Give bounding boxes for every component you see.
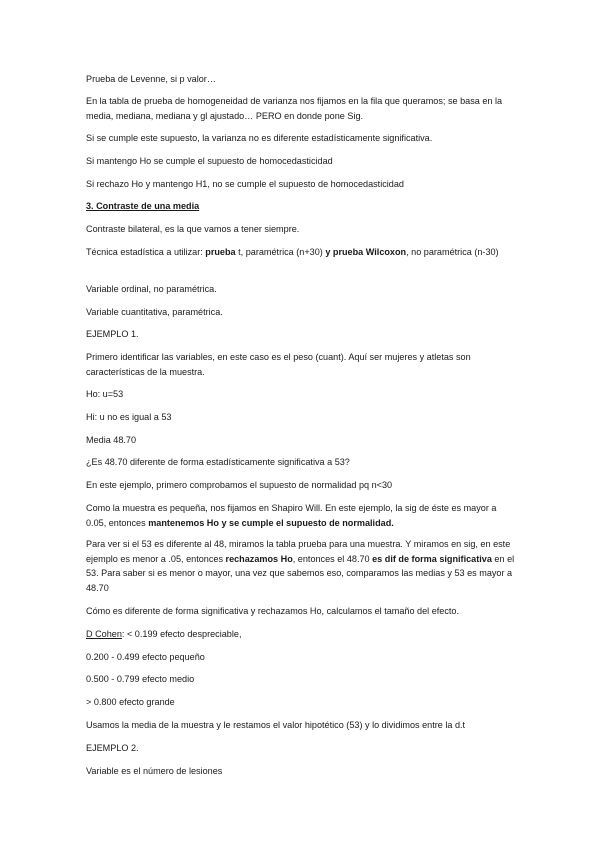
test-text-c: , entonces el 48.70 [292, 553, 373, 564]
paragraph-quantitative: Variable cuantitativa, paramétrica. [86, 307, 223, 317]
technique-text-d: y prueba Wilcoxon [325, 247, 407, 257]
paragraph-cohen [86, 627, 516, 642]
paragraph-identify-variables: Primero identificar las variables, en este caso es el peso (cuant). Aquí ser mujeres y atletas son características de la muestra. [86, 352, 471, 377]
paragraph-injuries-variable: Variable es el número de lesiones [86, 766, 223, 776]
example-2-heading: EJEMPLO 2. [86, 743, 139, 753]
paragraph-shapiro [86, 501, 516, 530]
paragraph-medium-effect: 0.500 - 0.799 efecto medio [86, 674, 195, 684]
cohen-negligible: : < 0.199 efecto despreciable, [121, 629, 242, 639]
paragraph-bilateral: Contraste bilateral, es la que vamos a tener siempre. [86, 224, 300, 234]
paragraph-assumption-met: Si se cumple este supuesto, la varianza no es diferente estadísticamente significativa. [86, 133, 433, 143]
paragraph-statistical-technique [86, 245, 516, 260]
test-text-d: es dif de forma significativa [372, 553, 492, 564]
technique-text-e: , no paramétrica (n-30) [406, 247, 499, 257]
shapiro-text-b: mantenemos Ho y se cumple el supuesto de normalidad. [148, 517, 394, 528]
paragraph-levene-title: Prueba de Levenne, si p valor… [86, 74, 216, 84]
test-text-b: rechazamos Ho [225, 553, 293, 564]
example-1-heading: EJEMPLO 1. [86, 329, 139, 339]
test-text-e: en el 53. Para saber si es menor o mayor, una vez que sabemos eso, comparamos las medias y 53 es mayor a 48.70 [86, 553, 515, 593]
paragraph-mean: Media 48.70 [86, 435, 137, 445]
cohen-label: D Cohen [86, 629, 122, 639]
test-text-a: Para ver si el 53 es diferente al 48, miramos la tabla prueba para una muestra. Y miramos en sig, en este ejemplo es menor a .05, entonces [86, 539, 511, 564]
paragraph-small-effect: 0.200 - 0.499 efecto pequeño [86, 652, 205, 662]
paragraph-normality-check: En este ejemplo, primero comprobamos el supuesto de normalidad pq n<30 [86, 480, 393, 490]
technique-text-c: t, paramétrica (n+30) [235, 247, 326, 257]
paragraph-ho: Ho: u=53 [86, 389, 124, 399]
paragraph-hi: Hi: u no es igual a 53 [86, 412, 172, 422]
paragraph-reject-ho: Si rechazo Ho y mantengo H1, no se cumple el supuesto de homocedasticidad [86, 179, 404, 189]
technique-text-a: Técnica estadística a utilizar: [86, 247, 206, 257]
paragraph-homogeneity-table: En la tabla de prueba de homogeneidad de varianza nos fijamos en la fila que queramos; se basa en la media, mediana, mediana y gl ajustado… PERO en donde pone Sig. [86, 96, 503, 121]
section-heading-contraste-media [86, 199, 516, 214]
paragraph-effect-size: Cómo es diferente de forma significativa y rechazamos Ho, calculamos el tamaño del efecto. [86, 606, 460, 616]
paragraph-question: ¿Es 48.70 diferente de forma estadísticamente significativa a 53? [86, 457, 350, 467]
section-heading-text: 3. Contraste de una media [86, 201, 200, 211]
paragraph-one-sample-test [86, 537, 516, 595]
paragraph-effect-formula: Usamos la media de la muestra y le restamos el valor hipotético (53) y lo dividimos entre la d.t [86, 720, 466, 730]
shapiro-text-a: Como la muestra es pequeña, nos fijamos en Shapiro Will. En este ejemplo, la sig de éste es mayor a 0.05, entonces [86, 503, 497, 528]
paragraph-large-effect: > 0.800 efecto grande [86, 697, 175, 707]
paragraph-keep-ho: Si mantengo Ho se cumple el supuesto de homocedasticidad [86, 156, 333, 166]
paragraph-ordinal: Variable ordinal, no paramétrica. [86, 284, 217, 294]
technique-text-b: prueba [205, 247, 236, 257]
